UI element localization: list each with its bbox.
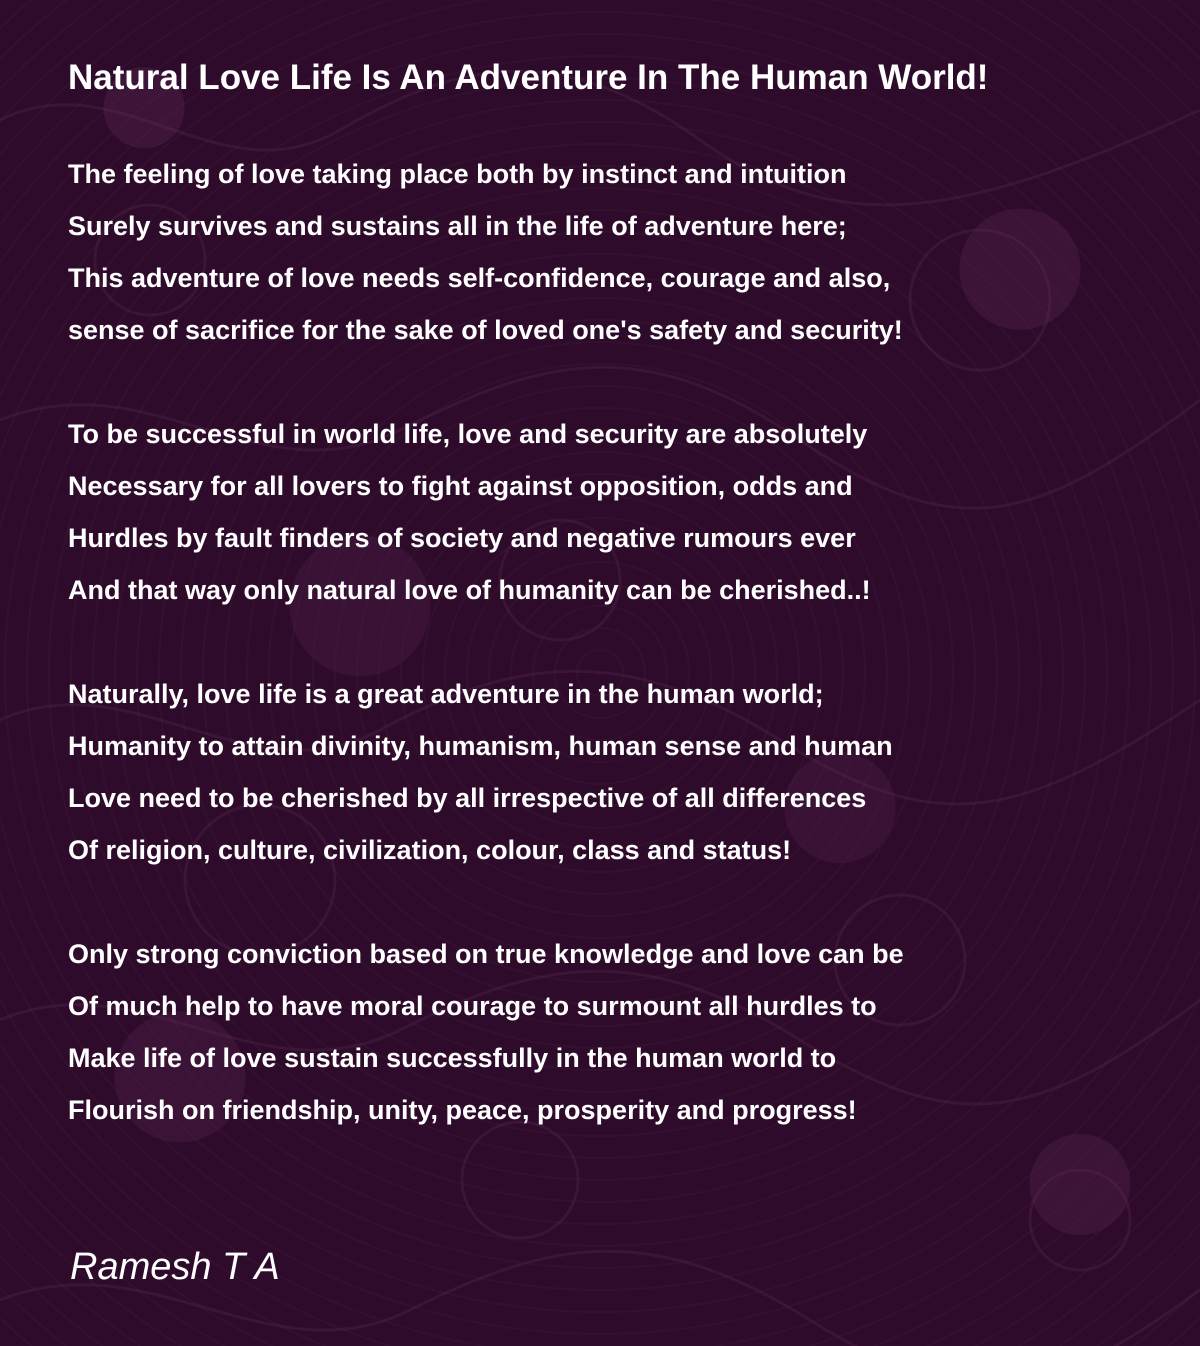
poem-container (68, 56, 1148, 1188)
poem-line: And that way only natural love of humanity can be cherished..! (68, 575, 871, 605)
poem-line: Surely survives and sustains all in the life of adventure here; (68, 211, 847, 241)
poem-line: Make life of love sustain successfully in the human world to (68, 1043, 837, 1073)
poem-body (68, 148, 1148, 1136)
stanza (68, 148, 1148, 356)
poem-line: Necessary for all lovers to fight against opposition, odds and (68, 471, 853, 501)
stanza (68, 928, 1148, 1136)
poem-line: Only strong conviction based on true knowledge and love can be (68, 939, 904, 969)
stanza (68, 668, 1148, 876)
poem-line: Humanity to attain divinity, humanism, human sense and human (68, 731, 893, 761)
poem-author: Ramesh T A (70, 1246, 280, 1288)
poem-line: Of religion, culture, civilization, colour, class and status! (68, 835, 792, 865)
poem-line: sense of sacrifice for the sake of loved one's safety and security! (68, 315, 903, 345)
poem-line: Naturally, love life is a great adventure in the human world; (68, 679, 824, 709)
poem-line: Hurdles by fault finders of society and negative rumours ever (68, 523, 856, 553)
poem-line: To be successful in world life, love and security are absolutely (68, 419, 868, 449)
poem-line: This adventure of love needs self-confidence, courage and also, (68, 263, 891, 293)
poem-title: Natural Love Life Is An Adventure In The Human World! (68, 58, 989, 97)
poem-line: The feeling of love taking place both by instinct and intuition (68, 159, 847, 189)
stanza (68, 408, 1148, 616)
poem-line: Flourish on friendship, unity, peace, prosperity and progress! (68, 1095, 857, 1125)
poem-line: Love need to be cherished by all irrespective of all differences (68, 783, 867, 813)
poem-line: Of much help to have moral courage to surmount all hurdles to (68, 991, 877, 1021)
